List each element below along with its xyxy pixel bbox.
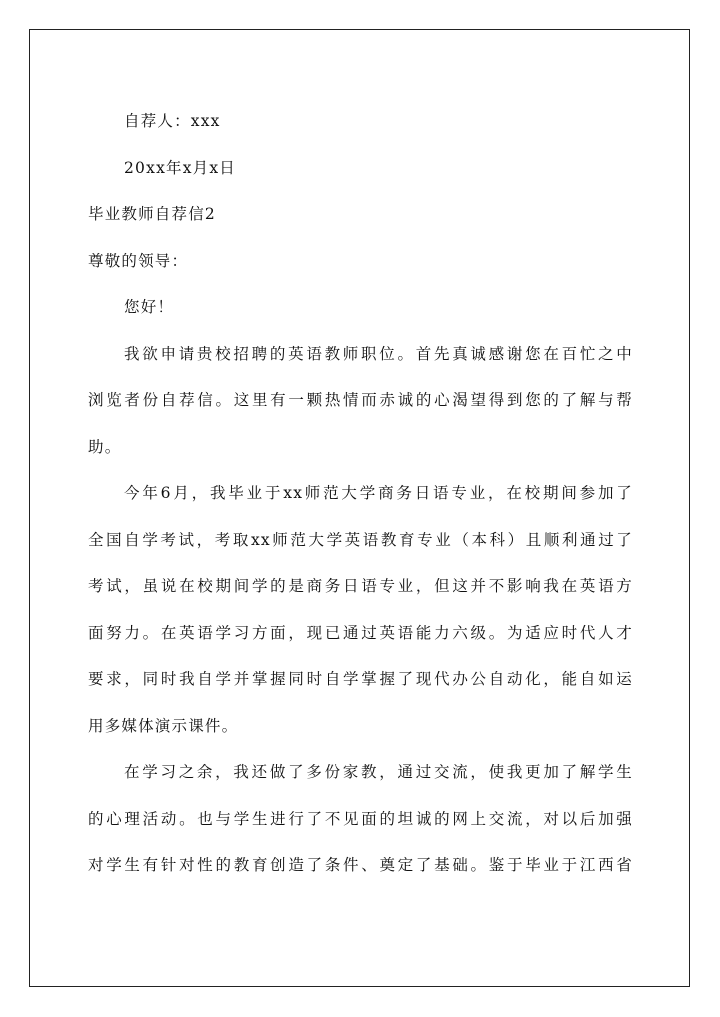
- paragraph-line: 我欲申请贵校招聘的英语教师职位。首先真诚感谢您在百忙之中: [124, 344, 633, 363]
- letter-body: [88, 98, 633, 889]
- paragraph-line: 浏览者份自荐信。这里有一颗热情而赤诚的心渴望得到您的了解与帮: [88, 391, 633, 409]
- paragraph-line: 考试，虽说在校期间学的是商务日语专业，但这并不影响我在英语方: [88, 577, 633, 595]
- paragraph-line: 用多媒体演示课件。: [88, 716, 239, 735]
- paragraph-line: 的心理活动。也与学生进行了不见面的坦诚的网上交流，对以后加强: [88, 809, 633, 828]
- paragraph-line: 对学生有针对性的教育创造了条件、奠定了基础。鉴于毕业于江西省: [88, 856, 633, 874]
- paragraph-line: 面努力。在英语学习方面，现已通过英语能力六级。为适应时代人才: [88, 623, 633, 642]
- paragraph-line: 今年6月，我毕业于xx师范大学商务日语专业，在校期间参加了: [124, 484, 633, 502]
- salutation: 尊敬的领导：: [88, 251, 189, 270]
- paragraph-line: 要求，同时我自学并掌握同时自学掌握了现代办公自动化，能自如运: [88, 670, 633, 688]
- date-line: 20xx年x月x日: [124, 158, 236, 177]
- greeting: 您好！: [124, 298, 175, 316]
- paragraph-line: 全国自学考试，考取xx师范大学英语教育专业（本科）且顺利通过了: [88, 530, 633, 549]
- paragraph-line: 在学习之余，我还做了多份家教，通过交流，使我更加了解学生: [124, 763, 633, 781]
- signature-line: 自荐人：xxx: [124, 112, 221, 130]
- section-title: 毕业教师自荐信2: [88, 205, 216, 223]
- paragraph-line: 助。: [88, 437, 122, 456]
